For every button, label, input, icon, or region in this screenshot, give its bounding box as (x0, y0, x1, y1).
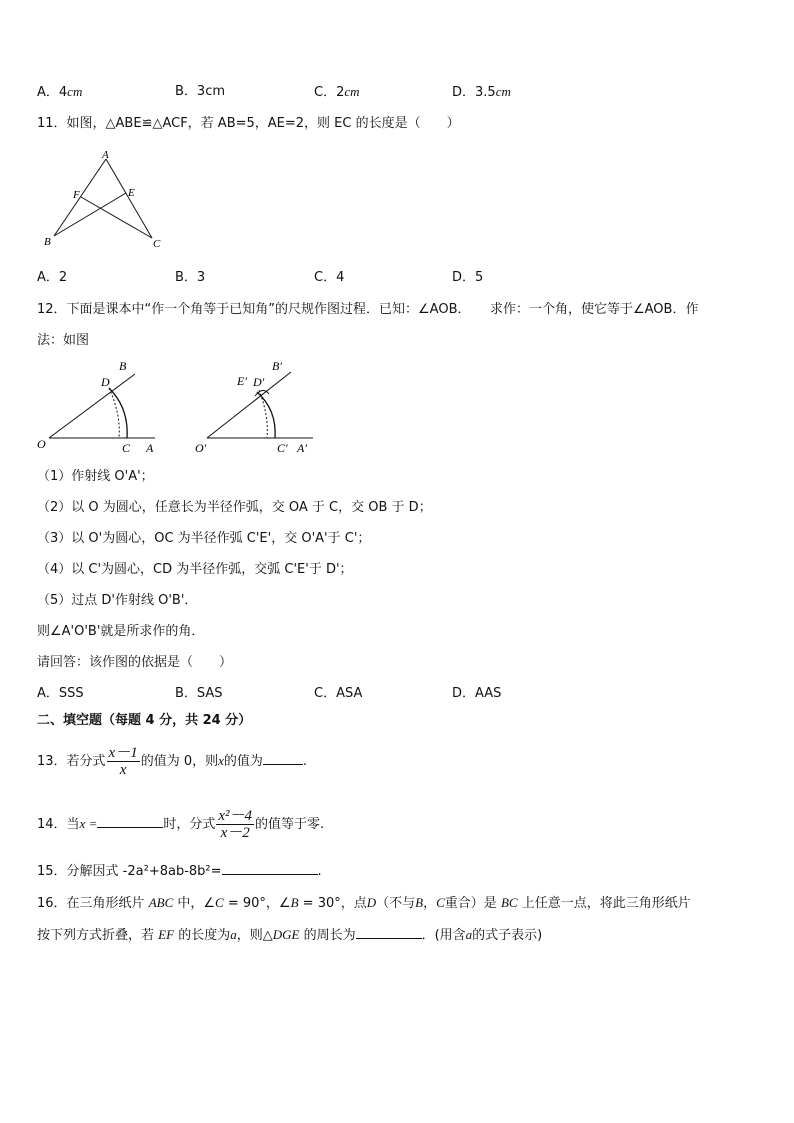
q12-step-3: （3）以 O'为圆心，OC 为半径作弧 C'E'，交 O'A'于 C'； (37, 531, 371, 546)
q10-option-b: B．3cm (175, 84, 226, 99)
q11-triangle-figure (40, 146, 170, 254)
q12-stem-line2: 法：如图 (37, 333, 90, 348)
label-A: A (102, 149, 109, 161)
q12-step-5: （5）过点 D'作射线 O'B'． (37, 593, 198, 608)
q13-fraction: $\frac{x-1}{x}$ (108, 745, 138, 778)
label-C: C (122, 441, 131, 455)
q12-angle-figure-2 (195, 356, 325, 458)
q10-option-a: A．4cm (37, 84, 83, 100)
q14-fraction: $\frac{\text{x²－4}}{x-2}$ (218, 808, 253, 841)
q12-option-a: A．SSS (37, 686, 84, 701)
q12-step-4: （4）以 C'为圆心，CD 为半径作弧，交弧 C'E'于 D'； (37, 562, 353, 577)
q13: 13．若分式 $\frac{x-1}{x}$ 的值为 0，则x的值为 . (37, 745, 308, 778)
q12-question: 请回答：该作图的依据是（ ） (37, 655, 233, 670)
q16-line2: 按下列方式折叠，若 EF 的长度为a，则△DGE 的周长为 ．(用含a的式子表示) (37, 927, 543, 943)
q12-option-d: D．AAS (452, 686, 502, 701)
q15-answer-blank (222, 862, 318, 875)
label-E: E (128, 187, 135, 199)
q12-option-b: B．SAS (175, 686, 223, 701)
label-B: B (44, 236, 51, 248)
q14: 14．当x = 时，分式 $\frac{\text{x²－4}}{x-2}$ 的值等于零. (37, 808, 325, 841)
section-title: 二、填空题（每题 4 分，共 24 分） (37, 713, 252, 728)
q10-option-c: C．2cm (314, 84, 360, 100)
q16-line1: 16．在三角形纸片 ABC 中，∠C = 90°，∠B = 30°，点D（不与B，C重合）是 BC 上任意一点，将此三角形纸片 (37, 895, 691, 911)
q11-option-d: D．5 (452, 270, 484, 285)
q14-answer-blank (97, 815, 163, 828)
q13-answer-blank (263, 752, 303, 765)
q16-answer-blank (356, 926, 422, 939)
label-F: F (73, 189, 80, 201)
label-B: B (119, 359, 127, 373)
q12-conclusion: 则∠A'O'B'就是所求作的角． (37, 624, 205, 639)
q10-option-d: D．3.5cm (452, 84, 511, 100)
label-O: O (37, 437, 46, 451)
label-B-prime: B′ (272, 359, 282, 373)
label-C: C (153, 238, 161, 250)
q11-option-c: C．4 (314, 270, 345, 285)
label-D: D (101, 375, 110, 389)
q12-step-1: （1）作射线 O'A'； (37, 469, 154, 484)
q12-option-c: C．ASA (314, 686, 363, 701)
q15: 15．分解因式 -2a²+8ab-8b²= . (37, 864, 322, 879)
label-A: A (146, 441, 154, 455)
label-C-prime: C′ (277, 441, 288, 455)
q11-option-b: B．3 (175, 270, 206, 285)
q12-step-2: （2）以 O 为圆心，任意长为半径作弧，交 OA 于 C，交 OB 于 D； (37, 500, 432, 515)
label-A-prime: A′ (297, 441, 307, 455)
label-D-prime: D′ (253, 375, 265, 389)
q11-option-a: A．2 (37, 270, 68, 285)
label-O-prime: O′ (195, 441, 207, 455)
q12-angle-figure-1 (35, 356, 170, 458)
q11-stem: 11．如图，△ABE≌△ACF，若 AB=5，AE=2，则 EC 的长度是（ ） (37, 116, 460, 131)
label-E-prime: E′ (237, 374, 247, 388)
q12-stem-line1: 12．下面是课本中“作一个角等于已知角”的尺规作图过程．已知：∠AOB． 求作：一个角，使它等于∠AOB．作 (37, 302, 699, 317)
